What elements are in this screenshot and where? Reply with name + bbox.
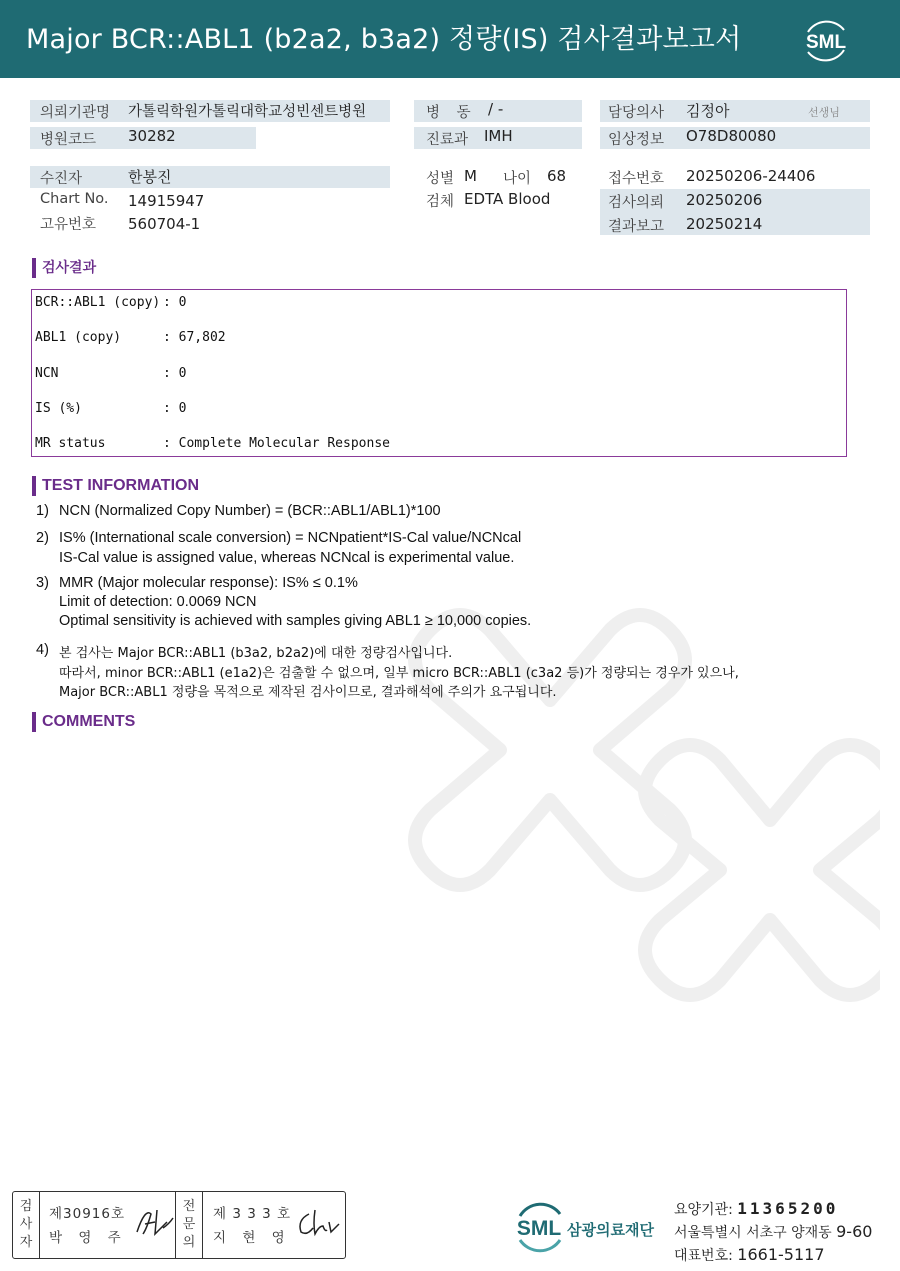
id-label: 고유번호 (40, 217, 97, 233)
clinical-value: O78D80080 (686, 127, 777, 145)
patient-bar (30, 166, 390, 188)
report-date-label: 결과보고 (608, 219, 665, 235)
examiner-license: 제30916호 (49, 1206, 126, 1222)
test-item-line: IS% (International scale conversion) = NCNpatient*IS-Cal value/NCNcal (59, 530, 522, 546)
specialist-license: 제 3 3 3 호 (213, 1206, 292, 1222)
age-value: 68 (547, 167, 567, 185)
sex-label: 성별 (426, 171, 455, 187)
result-row: BCR::ABL1 (copy) : 0 (35, 295, 187, 310)
results-section-title: 검사결과 (32, 258, 96, 278)
sml-logo-icon (800, 14, 852, 66)
result-row: IS (%) : 0 (35, 401, 187, 416)
test-item-line: NCN (Normalized Copy Number) = (BCR::ABL1/ABL1)*100 (59, 503, 441, 519)
results-box (31, 289, 847, 457)
hospital-code-value: 30282 (128, 127, 176, 145)
test-item-line: Major BCR::ABL1 정량을 목적으로 제작된 검사이므로, 결과해석에 주의가 요구됩니다. (59, 685, 557, 700)
report-date-value: 20250214 (686, 215, 763, 233)
result-row: ABL1 (copy) : 67,802 (35, 330, 226, 345)
test-item-line: 본 검사는 Major BCR::ABL1 (b3a2, b2a2)에 대한 정량검사입니다. (59, 646, 453, 661)
test-item-number: 4) (36, 642, 49, 658)
test-item-number: 1) (36, 503, 49, 519)
institution-label: 의뢰기관명 (40, 105, 111, 121)
doctor-suffix: 선생님 (808, 106, 840, 119)
test-info-title: TEST INFORMATION (32, 476, 199, 496)
receipt-value: 20250206-24406 (686, 167, 816, 185)
chart-value: 14915947 (128, 192, 205, 210)
header-logo-text: SML (805, 32, 847, 53)
ward-label: 병 동 (426, 105, 477, 121)
patient-value: 한봉진 (128, 168, 172, 186)
footer-logo-text: SML (516, 1217, 562, 1240)
request-value: 20250206 (686, 191, 763, 209)
test-item-line: Optimal sensitivity is achieved with samples giving ABL1 ≥ 10,000 copies. (59, 613, 532, 629)
examiner-label-col: 검 사 자 (13, 1192, 40, 1258)
org-name: 삼광의료재단 (567, 1221, 654, 1239)
comments-title: COMMENTS (32, 712, 135, 732)
specimen-label: 검체 (426, 194, 455, 210)
signature-box (12, 1191, 346, 1259)
test-item-line: IS-Cal value is assigned value, whereas NCNcal is experimental value. (59, 550, 515, 566)
ward-value: / - (488, 100, 504, 118)
dept-label: 진료과 (426, 132, 469, 148)
examiner-signature (133, 1204, 177, 1240)
patient-label: 수진자 (40, 171, 83, 187)
result-row: MR status : Complete Molecular Response (35, 436, 390, 451)
doctor-label: 담당의사 (608, 105, 665, 121)
test-item-line: MMR (Major molecular response): IS% ≤ 0.1% (59, 575, 358, 591)
hospital-code-label: 병원코드 (40, 132, 97, 148)
test-item-number: 2) (36, 530, 49, 546)
org-phone: 대표번호: 1661-5117 (674, 1245, 825, 1264)
sml-footer-logo-icon (512, 1200, 568, 1254)
sex-value: M (464, 167, 477, 185)
report-title: Major BCR::ABL1 (b2a2, b3a2) 정량(IS) 검사결과보고서 (26, 24, 742, 55)
result-row: NCN : 0 (35, 366, 187, 381)
specialist-label-col: 전 문 의 (175, 1192, 203, 1258)
examiner-name: 박 영 주 (49, 1230, 127, 1246)
test-item-line: 따라서, minor BCR::ABL1 (e1a2)은 검출할 수 없으며, 일부 micro BCR::ABL1 (c3a2 등)가 정량되는 경우가 있으나, (59, 666, 739, 681)
receipt-label: 접수번호 (608, 171, 665, 187)
specimen-value: EDTA Blood (464, 190, 551, 208)
specialist-name: 지 현 영 (213, 1230, 291, 1246)
header-bar (0, 0, 900, 78)
doctor-value: 김정아 (686, 102, 730, 120)
chart-label: Chart No. (40, 191, 109, 207)
institution-code: 요양기관: 11365200 (674, 1199, 839, 1218)
request-label: 검사의뢰 (608, 195, 665, 211)
id-value: 560704-1 (128, 215, 201, 233)
test-item-number: 3) (36, 575, 49, 591)
specialist-signature (295, 1206, 341, 1240)
test-item-line: Limit of detection: 0.0069 NCN (59, 594, 257, 610)
org-address: 서울특별시 서초구 양재동 9-60 (674, 1222, 873, 1241)
clinical-label: 임상정보 (608, 132, 665, 148)
age-label: 나이 (503, 171, 532, 187)
dept-value: IMH (484, 127, 513, 145)
institution-value: 가톨릭학원가톨릭대학교성빈센트병원 (128, 104, 367, 120)
